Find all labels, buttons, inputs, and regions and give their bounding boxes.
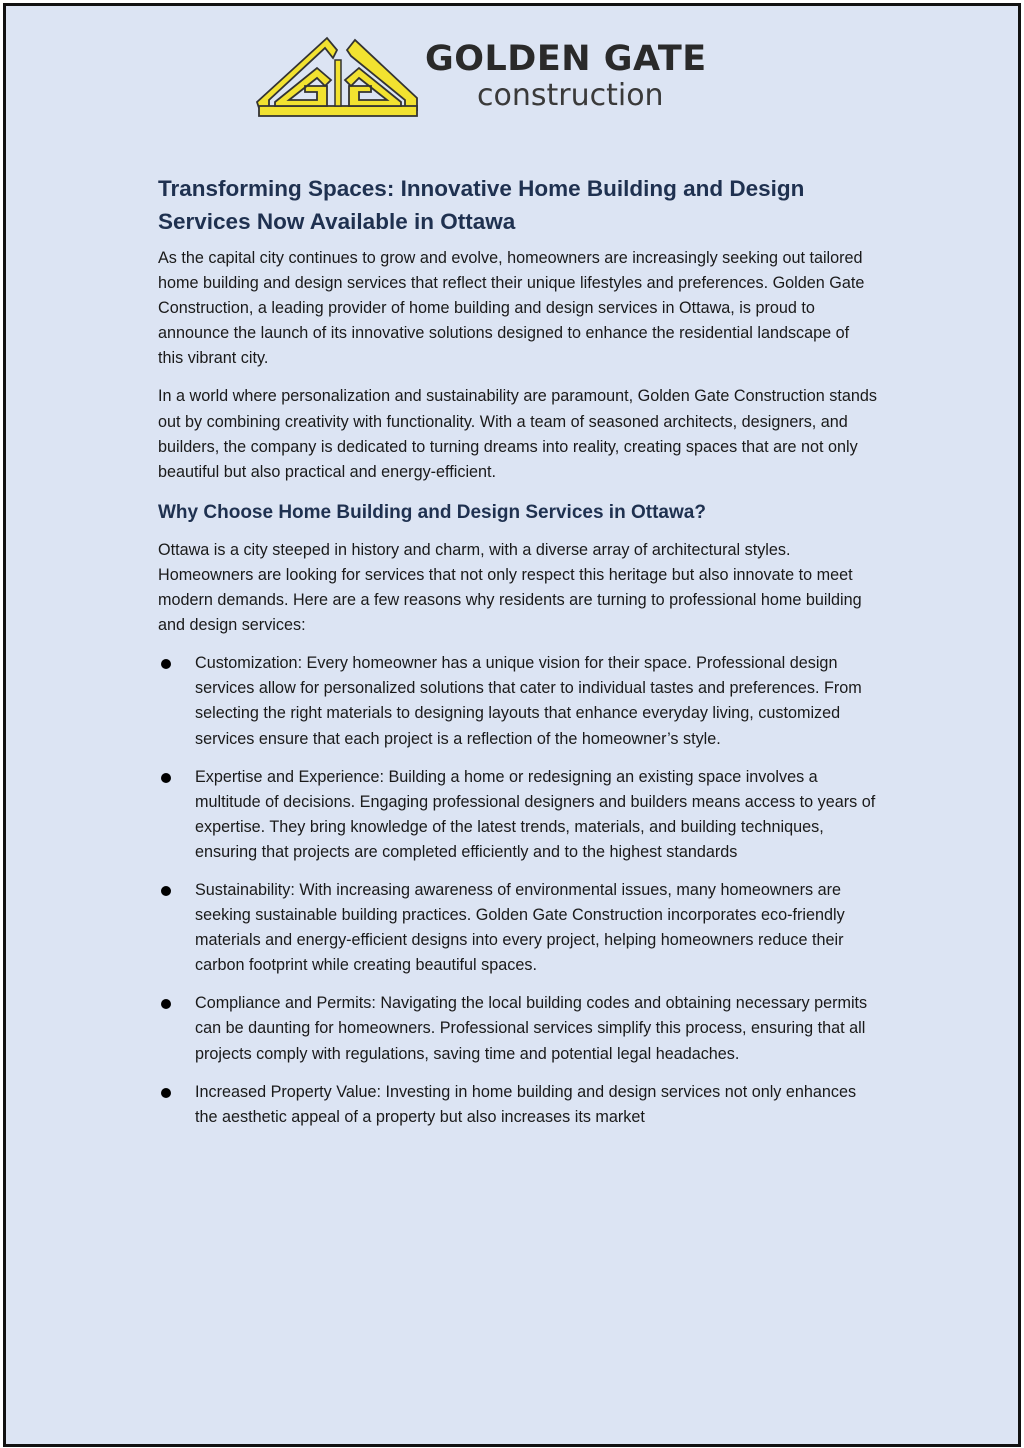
company-logo <box>255 36 755 120</box>
list-item <box>158 878 878 978</box>
list-item <box>158 765 878 865</box>
bullet-icon <box>161 886 171 896</box>
list-item <box>158 991 878 1066</box>
article-content <box>158 172 878 1143</box>
bullet-icon <box>161 1088 171 1098</box>
page-frame <box>3 3 1021 1447</box>
intro-paragraph-2: In a world where personalization and sustainability are paramount, Golden Gate Construction stands out by combining creativity with functionality. With a team of seasoned architects, designers, and builders, the company is dedicated to turning dreams into reality, creating spaces that are not only beautiful but also practical and energy-efficient. <box>158 387 877 481</box>
logo-name-line1: GOLDEN GATE <box>425 39 707 79</box>
list-item-text: Sustainability: With increasing awareness of environmental issues, many homeowners are seeking sustainable building practices. Golden Gate Construction incorporates eco-friendly materials and energy-efficient designs into every project, helping homeowners reduce their carbon footprint while creating beautiful spaces. <box>195 880 845 975</box>
list-item-text: Customization: Every homeowner has a unique vision for their space. Professional design services allow for personalized solutions that cater to individual tastes and preferences. From selecting the right materials to designing layouts that enhance everyday living, customized services ensure that each project is a reflection of the homeowner’s style. <box>195 654 862 748</box>
list-item <box>158 1080 878 1130</box>
golden-gate-roof-icon <box>255 36 419 118</box>
list-item-text: Expertise and Experience: Building a home or redesigning an existing space involves a multitude of decisions. Engaging professional designers and builders means access to years of expertise. They bring knowledge of the latest trends, materials, and building techniques, ensuring that projects are completed efficiently and to the highest standards <box>195 767 876 861</box>
intro-paragraph-1: As the capital city continues to grow and evolve, homeowners are increasingly seeking out tailored home building and design services that reflect their unique lifestyles and preferences. Golden Gate Construction, a leading provider of home building and design services in Ottawa, is proud to announce the launch of its innovative solutions designed to enhance the residential landscape of this vibrant city. <box>158 249 865 368</box>
bullet-icon <box>161 659 171 669</box>
bullet-icon <box>161 773 171 783</box>
logo-name-line2: construction <box>477 78 664 113</box>
section-heading: Why Choose Home Building and Design Services in Ottawa? <box>158 501 706 523</box>
reasons-list <box>158 651 878 1130</box>
article-title: Transforming Spaces: Innovative Home Building and Design Services Now Available in Ottawa <box>158 176 805 234</box>
list-item <box>158 651 878 751</box>
bullet-icon <box>161 999 171 1009</box>
list-item-text: Compliance and Permits: Navigating the local building codes and obtaining necessary permits can be daunting for homeowners. Professional services simplify this process, ensuring that all projects comply with regulations, saving time and potential legal headaches. <box>195 994 868 1063</box>
list-item-text: Increased Property Value: Investing in home building and design services not only enhances the aesthetic appeal of a property but also increases its market <box>195 1082 857 1126</box>
section-paragraph: Ottawa is a city steeped in history and charm, with a diverse array of architectural styles. Homeowners are looking for services that not only respect this heritage but also innovate to meet modern demands. Here are a few reasons why residents are turning to professional home building and design services: <box>158 540 862 635</box>
